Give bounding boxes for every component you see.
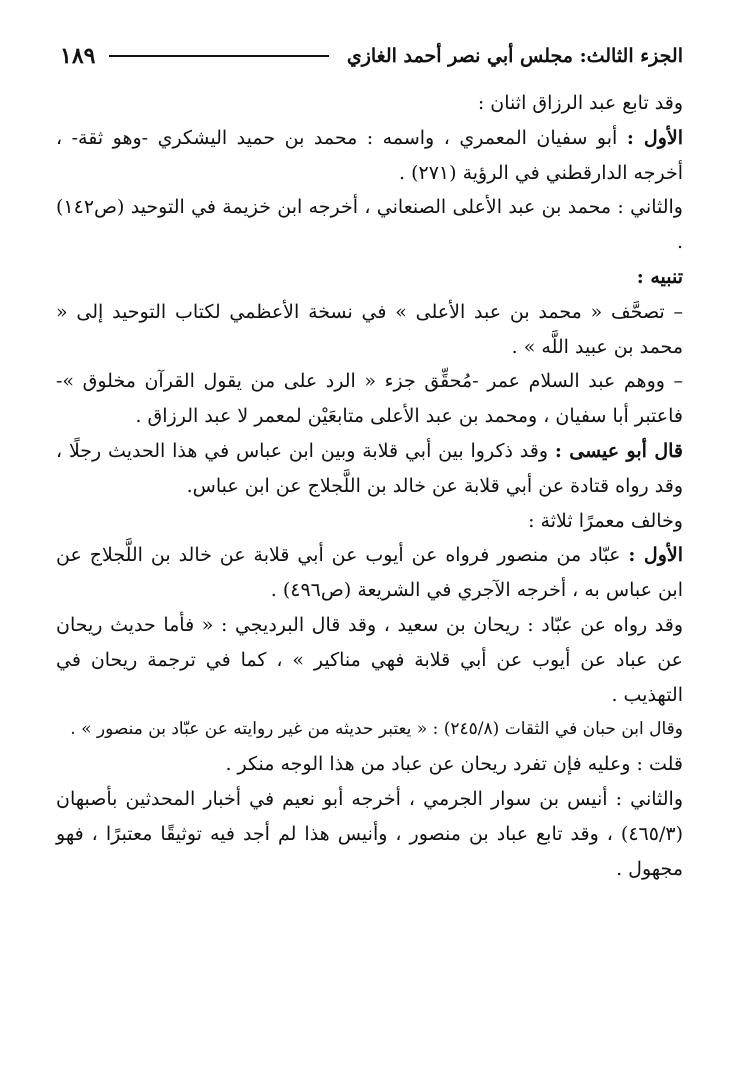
paragraph-rayhan: وقد رواه عن عبّاد : ريحان بن سعيد ، وقد قال البرديجي : « فأما حديث ريحان عن عباد عن أيوب عن أبي قلابة فهي مناكير » ، كما في ترجمة ريحان في التهذيب . (56, 613, 683, 706)
paragraph-lead: قال أبو عيسى : (554, 439, 683, 462)
paragraph-note-1: – تصحَّف « محمد بن عبد الأعلى » في نسخة الأعظمي لكتاب التوحيد إلى « محمد بن عبيد اللَّه » . (56, 300, 683, 358)
paragraph-second-follower: والثاني : محمد بن عبد الأعلى الصنعاني ، أخرجه ابن خزيمة في التوحيد (ص١٤٢) . (56, 196, 683, 254)
paragraph-lead: تنبيه : (636, 265, 683, 288)
paragraph-opponents-intro: وخالف معمرًا ثلاثة : (528, 509, 683, 532)
page-number: ١٨٩ (60, 43, 96, 69)
page-body (56, 86, 683, 886)
paragraph-second-opponent: والثاني : أنيس بن سوار الجرمي ، أخرجه أبو نعيم في أخبار المحدثين بأصبهان (٤٦٥/٣) ، وقد تابع عباد بن منصور ، وأنيس هذا لم أجد فيه توثيقًا معتبرًا ، فهو مجهول . (56, 787, 683, 880)
header-rule (109, 55, 328, 57)
paragraph-conclusion: قلت : وعليه فإن تفرد ريحان عن عباد من هذا الوجه منكر . (225, 753, 683, 776)
paragraph-abu-isa: قال أبو عيسى : وقد ذكروا بين أبي قلابة وبين ابن عباس في هذا الحديث رجلًا ، وقد رواه قتادة عن أبي قلابة عن خالد بن اللَّجلاج عن ابن عباس. (56, 439, 683, 497)
paragraph-first-follower: الأول : أبو سفيان المعمري ، واسمه : محمد بن حميد اليشكري -وهو ثقة- ، أخرجه الدارقطني في الرؤية (٢٧١) . (56, 126, 683, 184)
paragraph-lead: الأول : (626, 126, 683, 149)
paragraph-first-opponent: الأول : عبّاد من منصور فرواه عن أيوب عن أبي قلابة عن خالد بن اللَّجلاج عن ابن عباس به ، أخرجه الآجري في الشريعة (ص٤٩٦) . (56, 544, 683, 602)
page-header (60, 36, 683, 76)
paragraph-ibn-hibban: وقال ابن حبان في الثقات (٢٤٥/٨) : « يعتبر حديثه من غير روايته عن عبّاد بن منصور » . (70, 719, 683, 740)
paragraph-followers-intro: وقد تابع عبد الرزاق اثنان : (477, 92, 683, 114)
running-title: الجزء الثالث: مجلس أبي نصر أحمد الغازي (346, 45, 683, 67)
paragraph-lead: الأول : (628, 544, 683, 567)
paragraph-note-heading (56, 260, 683, 295)
paragraph-note-2: – ووهم عبد السلام عمر -مُحقِّق جزء « الرد على من يقول القرآن مخلوق »- فاعتبر أبا سفيان ، ومحمد بن عبد الأعلى متابعَيْن لمعمر لا عبد الرزاق . (56, 370, 683, 428)
